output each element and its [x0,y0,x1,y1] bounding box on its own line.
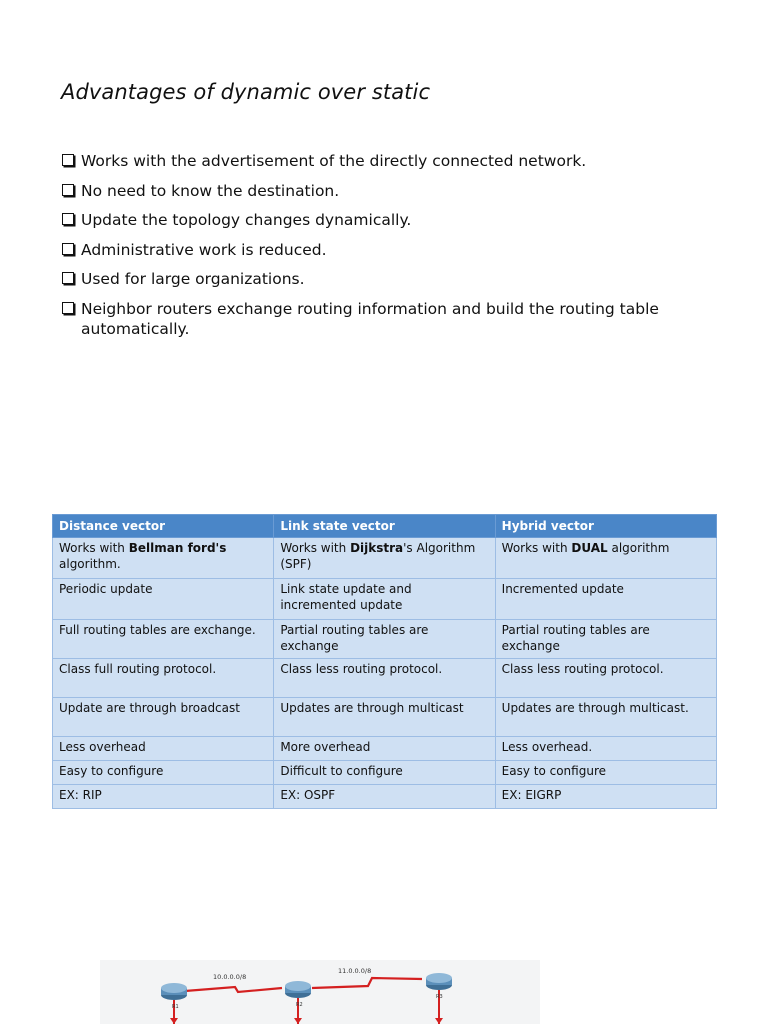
link-label: 10.0.0.0/8 [213,973,247,981]
list-item-text: Administrative work is reduced. [81,240,327,259]
table-row [53,620,717,659]
table-cell [53,538,274,579]
router-label: R1 [172,1004,179,1010]
table-row [53,538,717,579]
checkbox-icon [62,154,74,166]
checkbox-icon [62,184,74,196]
table-row [53,579,717,620]
list-item-text: Update the topology changes dynamically. [81,211,412,229]
table-row [53,659,717,698]
list-item-text: Neighbor routers exchange routing information and build the routing table automatically. [81,299,659,338]
column-header: Distance vector [53,515,274,538]
cell-text: Works with [501,541,572,555]
list-item-text: Used for large organizations. [81,270,305,288]
table-cell [495,538,716,579]
table-row [53,698,717,737]
link-label: 11.0.0.0/8 [338,967,372,975]
list-item [60,210,720,230]
table-cell: EX: EIGRP [495,785,716,809]
advantages-list [60,151,720,348]
table-cell: Periodic update [53,579,274,620]
table-cell: Class full routing protocol. [53,659,274,698]
list-item [60,240,720,260]
table-cell: EX: RIP [53,785,274,809]
table-cell: Difficult to configure [274,761,495,785]
list-item [60,269,720,289]
checkbox-icon [62,243,74,255]
table-cell: Updates are through multicast. [495,698,716,737]
column-header: Hybrid vector [495,515,716,538]
table-row [53,785,717,809]
table-cell: EX: OSPF [274,785,495,809]
table-cell: Updates are through multicast [274,698,495,737]
cell-bold-text: Dijkstra [350,541,404,555]
cell-text: algorithm. [59,557,121,571]
cell-bold-text: DUAL [571,541,608,555]
comparison-table [52,514,717,809]
table-cell: Easy to configure [495,761,716,785]
table-row [53,737,717,761]
router-label: R2 [296,1002,303,1008]
checkbox-icon [62,213,74,225]
cell-text: Works with [59,541,129,555]
column-header: Link state vector [274,515,495,538]
table-cell: Easy to configure [53,761,274,785]
list-item [60,181,720,201]
arrow-icon [294,1018,302,1024]
list-item-text: No need to know the destination. [81,181,340,200]
table-cell: Less overhead. [495,737,716,761]
checkbox-icon [62,272,74,284]
list-item [60,299,720,339]
router-icon [285,981,311,998]
table-header-row [53,515,717,538]
table-cell: Class less routing protocol. [274,659,495,698]
cell-text: Works with [280,541,351,555]
table-cell: Full routing tables are exchange. [53,620,274,659]
table-cell: Update are through broadcast [53,698,274,737]
network-topology-diagram [100,960,540,1024]
table-row [53,761,717,785]
table-cell: Partial routing tables are exchange [274,620,495,659]
router-label: R3 [436,994,443,1000]
table-cell [274,538,495,579]
list-item [60,151,720,171]
table-cell: Incremented update [495,579,716,620]
link-r1-r2 [185,987,282,992]
topology-svg [100,960,540,1024]
checkbox-icon [62,302,74,314]
table-cell: More overhead [274,737,495,761]
arrow-icon [170,1018,178,1024]
cell-text: 's Algorithm (SPF) [280,541,476,571]
router-icon [426,973,452,990]
cell-text: algorithm [607,541,670,555]
table-cell: Less overhead [53,737,274,761]
cell-bold-text: Bellman ford's [128,541,227,555]
arrow-icon [435,1018,443,1024]
table-cell: Class less routing protocol. [495,659,716,698]
page-title: Advantages of dynamic over static [61,80,431,104]
table-cell: Partial routing tables are exchange [495,620,716,659]
router-icon [161,983,187,1000]
list-item-text: Works with the advertisement of the directly connected network. [81,152,587,170]
table-cell: Link state update and incremented update [274,579,495,620]
link-r2-r3 [312,978,422,988]
